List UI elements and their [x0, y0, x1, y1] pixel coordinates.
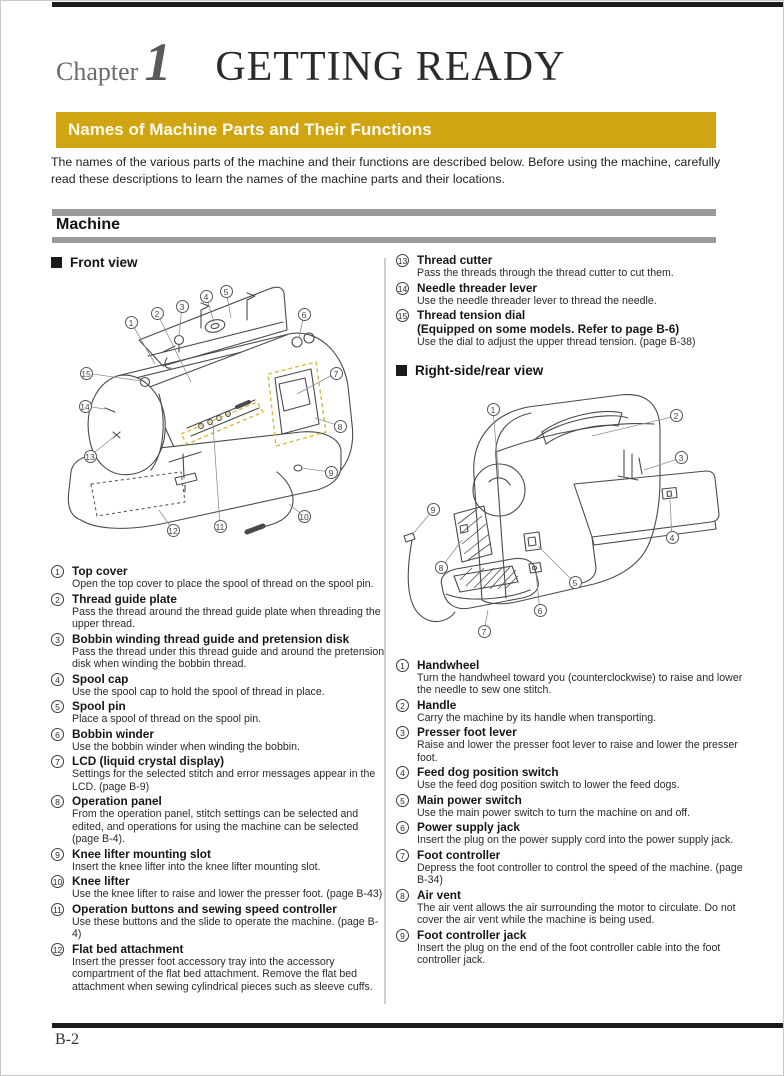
part-name: Bobbin winding thread guide and pretension disk	[72, 631, 350, 646]
part-name: Knee lifter mounting slot	[72, 846, 211, 861]
front-view-parts-list-continued	[396, 253, 748, 349]
part-callout: 2	[670, 409, 683, 422]
part-callout: 6	[298, 308, 311, 321]
part-item	[396, 848, 748, 887]
part-number-badge: 5	[396, 794, 409, 807]
part-number-badge: 1	[51, 565, 64, 578]
part-callout: 10	[299, 511, 309, 522]
part-number-badge: 3	[51, 633, 64, 646]
part-number-badge: 2	[51, 593, 64, 606]
part-name: LCD (liquid crystal display)	[72, 754, 225, 768]
part-name: Spool pin	[72, 699, 126, 713]
part-description: Depress the foot controller to control the speed of the machine. (page B-34)	[417, 861, 743, 886]
part-number-badge: 12	[52, 944, 63, 955]
part-name: Foot controller jack	[417, 927, 527, 942]
part-description: Raise and lower the presser foot lever to raise and lower the presser foot.	[417, 739, 738, 764]
part-description: Carry the machine by its handle when transporting.	[417, 711, 657, 724]
part-item	[51, 699, 385, 726]
part-callout: 11	[214, 520, 227, 533]
part-item	[51, 564, 385, 591]
part-callout: 4	[200, 290, 213, 303]
part-callout: 8	[334, 420, 347, 433]
part-name: Foot controller	[417, 847, 501, 862]
chapter-title: GETTING READY	[215, 44, 566, 90]
part-item	[396, 928, 748, 967]
part-name: Flat bed attachment	[72, 941, 184, 956]
part-description: The air vent allows the air surrounding the motor to circulate. Do not cover the air vent while the machine is being used.	[417, 901, 736, 926]
front-view-art	[51, 276, 385, 562]
machine-bar-bottom	[52, 237, 716, 243]
part-description: Use the feed dog position switch to lower the feed dogs.	[417, 779, 680, 791]
part-name-note: (Equipped on some models. Refer to page B-6)	[417, 322, 680, 336]
part-description: Pass the thread around the thread guide plate when threading the upper thread.	[72, 605, 381, 630]
part-number-badge: 14	[397, 283, 408, 294]
part-description: Use the main power switch to turn the machine on and off.	[417, 806, 691, 819]
rear-view-heading-label: Right-side/rear view	[415, 362, 544, 378]
part-description: Use the dial to adjust the upper thread tension. (page B-38)	[417, 336, 696, 348]
part-number-badge: 13	[397, 256, 408, 266]
part-callout: 3	[176, 300, 189, 313]
part-description: Open the top cover to place the spool of thread on the spool pin.	[72, 578, 374, 590]
machine-section-title: Machine	[56, 216, 121, 233]
part-callout: 1	[487, 403, 500, 416]
face-plate	[88, 375, 165, 475]
part-number-badge: 15	[397, 311, 408, 321]
part-item	[396, 698, 748, 725]
black-square-icon	[396, 365, 407, 376]
part-name: Top cover	[72, 564, 128, 578]
part-name: Handle	[417, 697, 457, 712]
page-number: B-2	[55, 1031, 79, 1048]
front-view-diagram	[51, 276, 385, 562]
part-number-badge: 6	[396, 821, 409, 834]
footer-rule	[52, 1023, 783, 1028]
part-name: Knee lifter	[72, 874, 130, 888]
black-square-icon	[51, 257, 62, 268]
part-item	[396, 308, 748, 349]
part-number-badge: 9	[396, 929, 409, 942]
part-callout: 8	[435, 561, 448, 574]
part-callout: 14	[80, 401, 90, 412]
left-column	[51, 255, 385, 994]
part-description: Turn the handwheel toward you (counterclockwise) to raise and lower the needle to sew one stitch.	[417, 671, 743, 696]
part-name: Feed dog position switch	[417, 765, 559, 779]
part-description: Use the knee lifter to raise and lower the presser foot. (page B-43)	[72, 888, 383, 900]
right-column	[396, 251, 748, 968]
part-number-badge: 9	[51, 848, 64, 861]
part-item	[51, 754, 385, 793]
banner-title: Names of Machine Parts and Their Functions	[68, 120, 432, 139]
part-item	[51, 874, 385, 901]
front-view-parts-list	[51, 564, 385, 993]
part-item	[396, 281, 748, 308]
rear-view-art	[396, 388, 748, 650]
part-description: Pass the threads through the thread cutter to cut them.	[417, 267, 674, 279]
intro-text: The names of the various parts of the machine and their functions are described below. Before using the machine, carefully read these descriptions to learn the names of the machine parts and their locations.	[51, 155, 721, 186]
part-description: Insert the plug on the power supply cord into the power supply jack.	[417, 834, 734, 846]
part-callout: 9	[427, 503, 440, 516]
part-number-badge: 6	[51, 728, 64, 741]
part-description: Pass the thread under this thread guide and around the pretension disk when winding the bobbin thread.	[72, 645, 385, 670]
part-description: Use the spool cap to hold the spool of thread in place.	[72, 685, 325, 698]
part-description: From the operation panel, stitch settings can be selected and edited, and operations for using the machine can be selected (page B-4).	[72, 808, 359, 845]
chapter-heading	[56, 31, 565, 93]
part-callout: 12	[168, 525, 178, 536]
part-number-badge: 1	[396, 659, 409, 672]
part-number-badge: 4	[396, 766, 409, 779]
part-number-badge: 3	[396, 726, 409, 739]
section-banner	[56, 112, 716, 148]
rear-view-parts-list	[396, 658, 748, 967]
part-name: Main power switch	[417, 792, 522, 807]
chapter-label: Chapter	[56, 57, 139, 86]
part-name: Spool cap	[72, 671, 129, 686]
part-name: Air vent	[417, 887, 461, 902]
part-name: Operation panel	[72, 794, 162, 808]
part-callout: 4	[666, 531, 679, 544]
part-item	[51, 632, 385, 671]
part-number-badge: 11	[51, 903, 64, 916]
part-callout: 5	[220, 285, 233, 298]
part-item	[396, 888, 748, 927]
part-callout: 3	[675, 451, 688, 464]
part-description: Use the needle threader lever to thread the needle.	[417, 294, 657, 307]
rear-view-subheading	[396, 363, 748, 378]
part-name: Bobbin winder	[72, 726, 154, 741]
part-item	[51, 794, 385, 846]
feed-dog-switch	[662, 487, 677, 499]
part-item	[51, 847, 385, 874]
part-item	[51, 942, 385, 994]
part-description: Insert the presser foot accessory tray into the accessory compartment of the flat bed attachment. Remove the flat bed attachment when sewing cylindrical pieces such as sleeve cuffs.	[72, 955, 373, 993]
part-callout: 13	[85, 451, 95, 462]
part-callout: 7	[478, 625, 491, 638]
cable-plug	[404, 533, 415, 542]
part-number-badge: 7	[51, 755, 64, 768]
part-name: Presser foot lever	[417, 725, 517, 739]
part-callout: 6	[534, 604, 547, 617]
part-description: Use the bobbin winder when winding the bobbin.	[72, 740, 300, 753]
part-name: Power supply jack	[417, 820, 520, 834]
part-name: Handwheel	[417, 657, 480, 672]
machine-body-rear	[474, 394, 660, 603]
part-number-badge: 2	[396, 699, 409, 712]
machine-bar-top	[52, 209, 716, 216]
part-item	[51, 727, 385, 754]
front-view-heading-label: Front view	[70, 255, 138, 270]
top-rule	[52, 2, 783, 7]
part-description: Insert the knee lifter into the knee lifter mounting slot.	[72, 860, 321, 873]
part-number-badge: 8	[396, 889, 409, 902]
part-callout: 1	[125, 316, 138, 329]
part-name: Thread guide plate	[72, 591, 177, 606]
part-callout: 5	[569, 576, 582, 589]
part-number-badge: 8	[51, 795, 64, 808]
part-callout: 7	[330, 367, 343, 380]
part-callout: 15	[81, 368, 91, 379]
chapter-number: 1	[144, 32, 172, 92]
part-item	[51, 592, 385, 631]
part-item	[396, 725, 748, 764]
part-name: Operation buttons and sewing speed controller	[72, 901, 337, 916]
front-view-subheading	[51, 255, 385, 270]
part-description: Place a spool of thread on the spool pin.	[72, 713, 262, 725]
part-item	[51, 902, 385, 941]
part-number-badge: 7	[396, 849, 409, 862]
part-callout: 9	[325, 466, 338, 479]
part-item	[396, 820, 748, 847]
rear-view-diagram	[396, 388, 748, 650]
part-name: Thread tension dial	[417, 308, 526, 322]
part-description: Settings for the selected stitch and error messages appear in the LCD. (page B-9)	[72, 768, 376, 793]
part-item	[396, 658, 748, 697]
part-name: Needle threader lever	[417, 280, 537, 295]
part-item	[396, 793, 748, 820]
part-number-badge: 4	[51, 673, 64, 686]
part-item	[396, 765, 748, 792]
part-number-badge: 10	[52, 877, 63, 887]
part-name: Thread cutter	[417, 253, 493, 267]
part-description: Use these buttons and the slide to operate the machine. (page B-4)	[72, 915, 379, 940]
part-item	[396, 253, 748, 280]
controller-cable	[408, 540, 455, 622]
part-callout: 2	[151, 307, 164, 320]
part-item	[51, 672, 385, 699]
part-description: Insert the plug on the end of the foot controller cable into the foot controller jack.	[417, 941, 721, 966]
part-number-badge: 5	[51, 700, 64, 713]
